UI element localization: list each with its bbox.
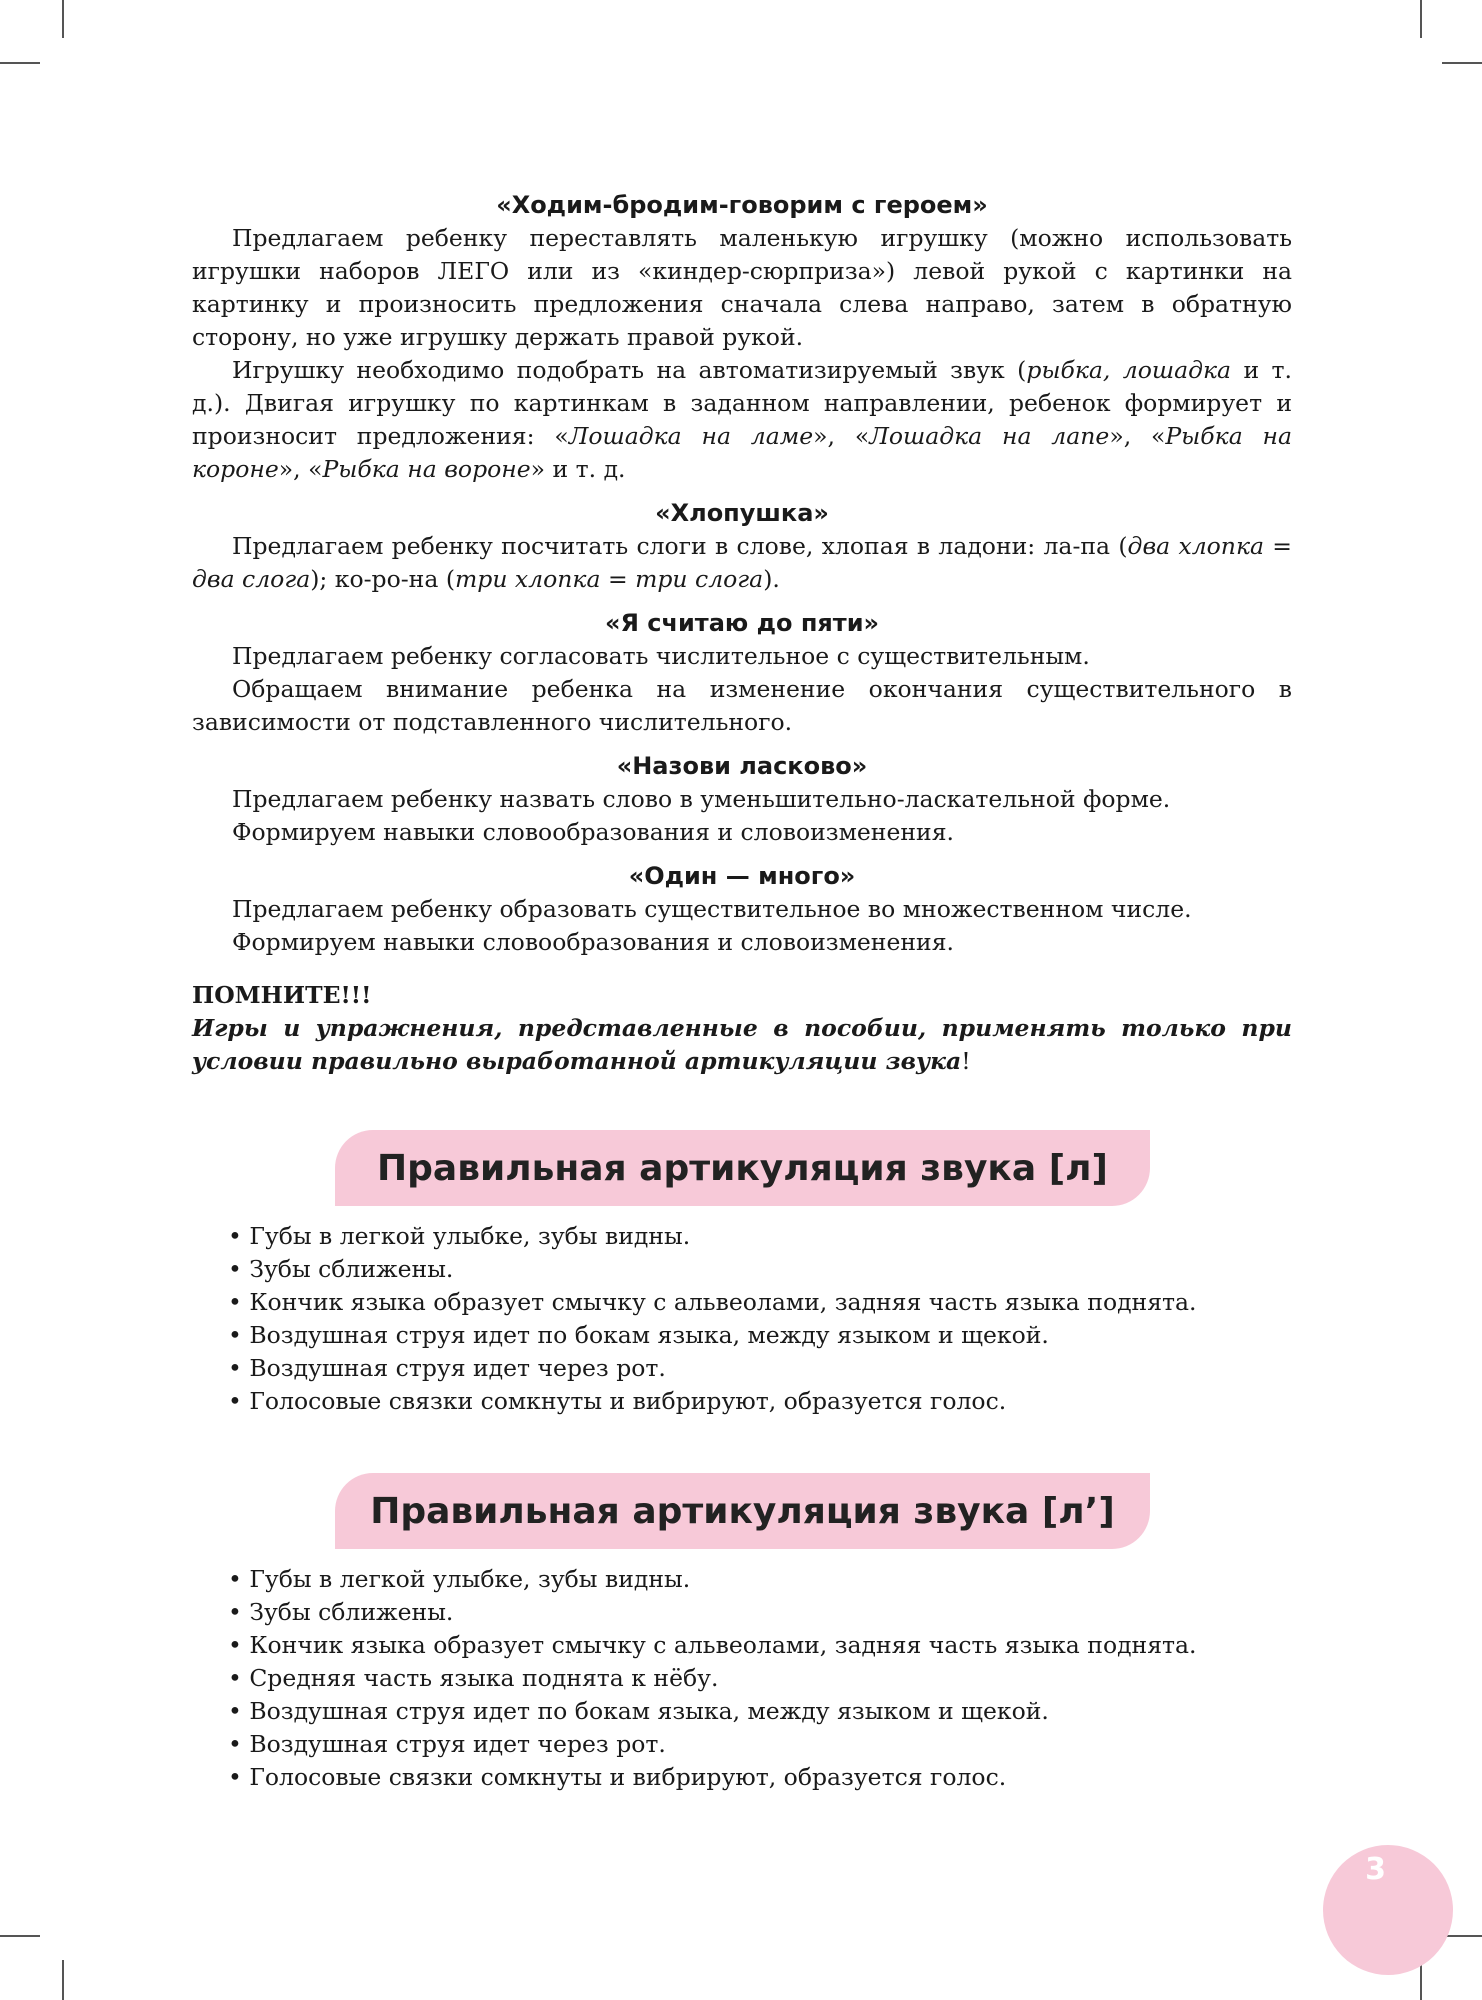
crop-mark	[0, 1935, 40, 1937]
list-item: • Голосовые связки сомкнуты и вибрируют, образуется голос.	[228, 1387, 1007, 1415]
games-section	[192, 188, 1292, 1078]
list-item: • Губы в легкой улыбке, зубы видны.	[228, 1222, 691, 1250]
list-item: • Зубы сближены.	[228, 1255, 454, 1283]
crop-mark	[1420, 0, 1422, 38]
list-item: • Кончик языка образует смычку с альвеолами, задняя часть языка поднята.	[228, 1631, 1197, 1659]
game-paragraph: Предлагаем ребенку посчитать слоги в слове, хлопая в ладони: ла-па (два хлопка = два слога); ко-ро-на (три хлопка = три слога).	[192, 532, 1292, 593]
list-item: • Воздушная струя идет по бокам языка, между языком и щекой.	[228, 1697, 1049, 1725]
section-banner-l-soft: Правильная артикуляция звука [л’]	[335, 1473, 1150, 1549]
list-item: • Средняя часть языка поднята к нёбу.	[228, 1664, 719, 1692]
game-paragraph: Обращаем внимание ребенка на изменение окончания существительного в зависимости от подставленного числительного.	[192, 675, 1292, 736]
remember-heading: ПОМНИТЕ!!!	[192, 981, 372, 1009]
game-paragraph: Формируем навыки словообразования и словоизменения.	[232, 928, 954, 956]
game-paragraph: Предлагаем ребенку переставлять маленькую игрушку (можно использовать игрушки наборов ЛЕГО или из «киндер-сюрприза») левой рукой с картинки на картинку и произносить предложения сначала слева направо, затем в обратную сторону, но уже игрушку держать правой рукой.	[192, 224, 1292, 351]
game-paragraph: Формируем навыки словообразования и словоизменения.	[232, 818, 954, 846]
list-item: • Воздушная струя идет через рот.	[228, 1354, 666, 1382]
crop-mark	[1442, 62, 1482, 64]
list-item: • Голосовые связки сомкнуты и вибрируют, образуется голос.	[228, 1763, 1007, 1791]
game-title: «Ходим-бродим-говорим с героем»	[496, 191, 988, 219]
crop-mark	[1442, 1935, 1482, 1937]
crop-mark	[62, 1960, 64, 2000]
game-title: «Один — много»	[628, 862, 856, 890]
game-paragraph: Игрушку необходимо подобрать на автоматизируемый звук (рыбка, лошадка и т. д.). Двигая игрушку по картинкам в заданном направлении, ребенок формирует и произносит предложения: «Лошадка на ламе», «Лошадка на лапе», «Рыбка на короне», «Рыбка на вороне» и т. д.	[192, 356, 1292, 483]
articulation-list-l	[228, 1220, 1288, 1418]
list-item: • Воздушная струя идет по бокам языка, между языком и щекой.	[228, 1321, 1049, 1349]
game-title: «Я считаю до пяти»	[604, 609, 880, 637]
crop-mark	[62, 0, 64, 38]
game-paragraph: Предлагаем ребенку назвать слово в уменьшительно-ласкательной форме.	[232, 785, 1171, 813]
list-item: • Кончик языка образует смычку с альвеолами, задняя часть языка поднята.	[228, 1288, 1197, 1316]
page-number: 3	[1365, 1852, 1386, 1887]
list-item: • Зубы сближены.	[228, 1598, 454, 1626]
game-title: «Назови ласково»	[616, 752, 868, 780]
list-item: • Воздушная струя идет через рот.	[228, 1730, 666, 1758]
section-banner-l: Правильная артикуляция звука [л]	[335, 1130, 1150, 1206]
game-paragraph: Предлагаем ребенку согласовать числительное с существительным.	[232, 642, 1090, 670]
list-item: • Губы в легкой улыбке, зубы видны.	[228, 1565, 691, 1593]
remember-note: Игры и упражнения, представленные в пособии, применять только при условии правильно выработанной артикуляции звука!	[192, 1014, 1292, 1075]
crop-mark	[0, 62, 40, 64]
game-title: «Хлопушка»	[655, 499, 829, 527]
game-paragraph: Предлагаем ребенку образовать существительное во множественном числе.	[232, 895, 1192, 923]
articulation-list-l-soft	[228, 1563, 1288, 1794]
